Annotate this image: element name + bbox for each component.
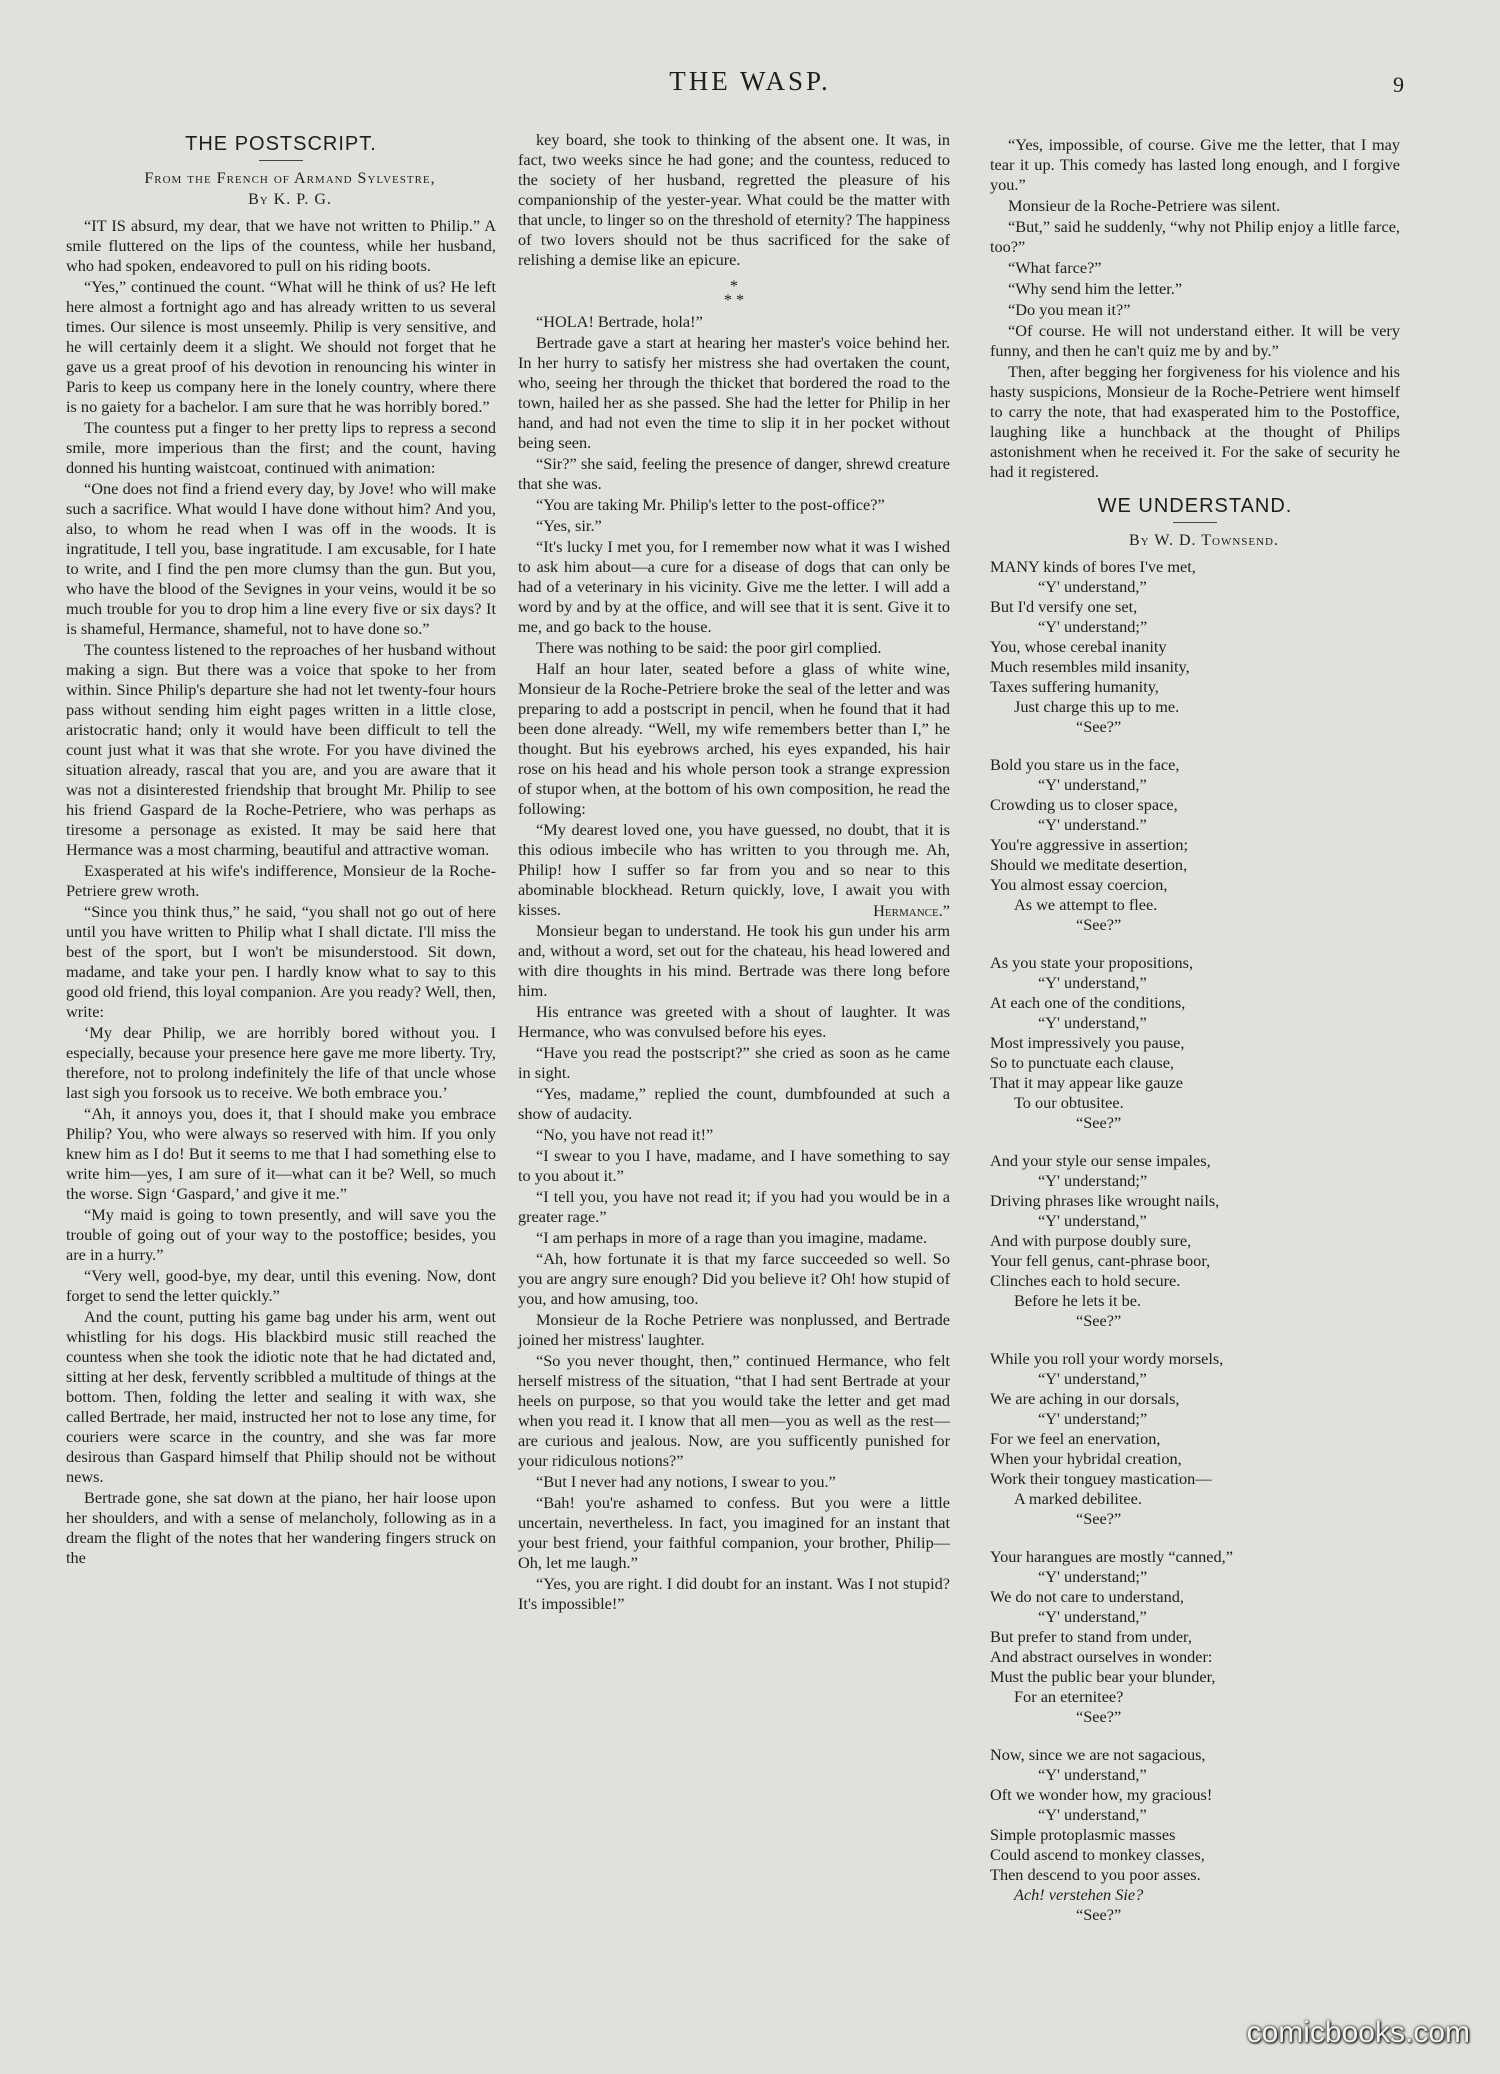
poem-line: “See?”: [1076, 717, 1122, 736]
poem-line: Bold you stare us in the face,: [990, 755, 1180, 774]
masthead: THE WASP.: [669, 66, 831, 96]
paragraph: “One does not find a friend every day, by Jove! who will make such a sacrifice. What would I have done without him? And you, also, to whom he read when I was off in the woods. It is ingratitude, I tell you, base ingratitude. I am excusable, for I hate to write, and I find the pen more clumsy than the gun. But you, who have the blood of the Sevignes in your veins, would it be so much trouble for you to drop him a line every five or six days? It is shameful, Hermance, shameful, not to have done so.”: [66, 479, 496, 638]
poem-stanza: [990, 755, 1400, 935]
poem-line: “Y' understand,”: [1038, 1805, 1147, 1824]
poem-line: While you roll your wordy morsels,: [990, 1349, 1224, 1368]
poem-body: [990, 557, 1400, 1925]
paragraph: “Have you read the postscript?” she cried as soon as he came in sight.: [518, 1043, 950, 1082]
poem-line: And your style our sense impales,: [990, 1151, 1211, 1170]
column-1: [66, 130, 496, 1569]
paragraph: Bertrade gave a start at hearing her master's voice behind her. In her hurry to satisfy her mistress she had overtaken the count, who, seeing her through the thicket that bordered the road to the town, hailed her as she passed. She had the letter for Philip in her hand, and had not even the time to slip it in her pocket without being seen.: [518, 333, 950, 452]
paragraph: Then, after begging her forgiveness for his violence and his hasty suspicions, Monsieur de la Roche-Petriere went himself to carry the note, that had exasperated him to the Postoffice, laughing like a hunchback at the thought of Philips astonishment when he received it. For the sake of security he had it registered.: [990, 362, 1400, 481]
poem-line: Just charge this up to me.: [1014, 697, 1180, 716]
poem-line: “Y' understand;”: [1038, 1567, 1148, 1586]
paragraph: “My dearest loved one, you have guessed, no doubt, that it is this odious imbecile who has written to you through me. Ah, Philip! how I suffer so far from you and so near to this abominable blockhead. Return quickly, love, I await you with kisses.: [518, 820, 950, 919]
paragraph: “Of course. He will not understand either. It will be very funny, and then he can't quiz me by and by.”: [990, 321, 1400, 360]
paragraph: “Yes, sir.”: [536, 516, 602, 535]
paragraph: The countess put a finger to her pretty lips to repress a second smile, more imperious than the first; and the count, having donned his hunting waistcoat, continued with animation:: [66, 418, 496, 477]
paragraph: “Bah! you're ashamed to confess. But you were a little uncertain, nevertheless. In fact, you imagined for an instant that your best friend, your faithful companion, your brother, Philip—Oh, let me laugh.”: [518, 1493, 950, 1572]
poem-line: “Y' understand,”: [1038, 775, 1147, 794]
watermark: comicbooks.com: [1246, 2016, 1470, 2049]
poem-line: Your fell genus, cant-phrase boor,: [990, 1251, 1211, 1270]
poem-stanza: [990, 1745, 1400, 1925]
poem-line: Simple protoplasmic masses: [990, 1825, 1176, 1844]
poem-line: You're aggressive in assertion;: [990, 835, 1188, 854]
paragraph: Bertrade gone, she sat down at the piano, her hair loose upon her shoulders, and with a sense of melancholy, following as in a dream the flight of the notes that her wandering fingers struck on the: [66, 1488, 496, 1567]
poem-line: Before he lets it be.: [1014, 1291, 1142, 1310]
poem-line: Then descend to you poor asses.: [990, 1865, 1201, 1884]
paragraph: There was nothing to be said: the poor girl complied.: [536, 638, 882, 657]
signature: Hermance.”: [873, 901, 950, 920]
column-2-text-a: [518, 130, 950, 270]
paragraph: Half an hour later, seated before a glass of white wine, Monsieur de la Roche-Petriere broke the seal of the letter and was preparing to add a postscript in pencil, when he found that it had been done already. “Well, my wife remembers better than I,” he thought. But his eyebrows arched, his eyes expanded, his hair rose on his head and his whole person took a strange expression of stupor when, at the bottom of his own composition, he read the following:: [518, 659, 950, 818]
poem-line: And abstract ourselves in wonder:: [990, 1647, 1213, 1666]
poem-stanza: [990, 1547, 1400, 1727]
column-2-text-c: [518, 921, 950, 1614]
poem-line: “See?”: [1076, 1311, 1122, 1330]
poem-line: “Y' understand;”: [1038, 617, 1148, 636]
story-title: THE POSTSCRIPT.: [185, 133, 377, 155]
column-2: [518, 130, 950, 1615]
poem-line: Much resembles mild insanity,: [990, 657, 1190, 676]
poem-line: Crowding us to closer space,: [990, 795, 1178, 814]
poem-line: “Y' understand;”: [1038, 1409, 1148, 1428]
poem-line: Oft we wonder how, my gracious!: [990, 1785, 1213, 1804]
paragraph: “I tell you, you have not read it; if you had you would be in a greater rage.”: [518, 1187, 950, 1226]
poem-line: “Y' understand,”: [1038, 973, 1147, 992]
column-1-text: [66, 216, 496, 1568]
poem-line: “Y' understand,”: [1038, 1211, 1147, 1230]
poem-line: At each one of the conditions,: [990, 993, 1186, 1012]
paragraph: “But,” said he suddenly, “why not Philip enjoy a litlle farce, too?”: [990, 217, 1400, 256]
paragraph: “No, you have not read it!”: [536, 1125, 714, 1144]
poem-line: “Y' understand,”: [1038, 1013, 1147, 1032]
poem-line: “Y' understand,”: [1038, 1607, 1147, 1626]
poem-stanza: [990, 1349, 1400, 1529]
paragraph: ‘My dear Philip, we are horribly bored without you. I especially, because your presence here gave me more liberty. Try, therefore, not to prolong indefinitely the life of that uncle whose last sigh you forsook us to receive. We both embrace you.’: [66, 1023, 496, 1102]
poem-stanza: [990, 1151, 1400, 1331]
paragraph: “Ah, it annoys you, does it, that I should make you embrace Philip? You, who were always so reserved with him. If you only knew him as I do! But it seems to me that I had something else to write him—yes, I am sure of it—what can it be? Well, so much the worse. Sign ‘Gaspard,’ and give it me.”: [66, 1104, 496, 1203]
title-rule: [259, 160, 303, 161]
poem-line: Could ascend to monkey classes,: [990, 1845, 1205, 1864]
column-3-text: [990, 135, 1400, 482]
poem-line: When your hybridal creation,: [990, 1449, 1182, 1468]
poem-line: As we attempt to flee.: [1014, 895, 1158, 914]
poem-line: Your harangues are mostly “canned,”: [990, 1547, 1233, 1566]
poem-line: We are aching in our dorsals,: [990, 1389, 1180, 1408]
poem-line: “Y' understand;”: [1038, 1171, 1148, 1190]
poem-stanza: [990, 557, 1400, 737]
paragraph: “So you never thought, then,” continued Hermance, who felt herself mistress of the situation, “that I had sent Bertrade at your heels on purpose, so that you would take the letter and get mad when you read it. I know that all men—you as well as the rest—are curious and jealous. Now, are you sufficently punished for your ridiculous notions?”: [518, 1351, 950, 1470]
paragraph: The countess listened to the reproaches of her husband without making a sign. But there was a voice that spoke to her from within. Since Philip's departure she had not let twenty-four hours pass without sending him eight pages written in a little close, aristocratic hand; only it would have been difficult to tell the count just what it was that she wrote. For you have divined the situation already, rascal that you are, and you are aware that it was not a disinterested friendship that brought Mr. Philip to see his friend Gaspard de la Roche-Petriere, who was perhaps as tiresome a personage as existed. It may be said here that Hermance was a most charming, beautiful and attractive woman.: [66, 640, 496, 859]
paragraph: Monsieur de la Roche Petriere was nonplussed, and Bertrade joined her mistress' laughter.: [518, 1310, 950, 1349]
poem-line: “Y' understand,”: [1038, 1369, 1147, 1388]
paragraph: “Sir?” she said, feeling the presence of danger, shrewd creature that she was.: [518, 454, 950, 493]
poem-line: MANY kinds of bores I've met,: [990, 557, 1196, 576]
paragraph: “Yes, impossible, of course. Give me the letter, that I may tear it up. This comedy has lasted long enough, and I forgive you.”: [990, 135, 1400, 194]
paragraph: “You are taking Mr. Philip's letter to the post-office?”: [536, 495, 885, 514]
poem-line: You almost essay coercion,: [990, 875, 1168, 894]
column-2-text-b: [518, 312, 950, 920]
paragraph: “I swear to you I have, madame, and I have something to say to you about it.”: [518, 1146, 950, 1185]
poem-line: “Y' understand.”: [1038, 815, 1147, 834]
poem-line: For we feel an enervation,: [990, 1429, 1161, 1448]
paragraph: “It's lucky I met you, for I remember now what it was I wished to ask him about—a cure for a disease of dogs that can only be had of a veterinary in his vicinity. Give me the letter. I will add a word by and by at the office, and will see that it is sent. Give it to me, and go back to the house.: [518, 537, 950, 636]
poem-line: Taxes suffering humanity,: [990, 677, 1159, 696]
paragraph: “Why send him the letter.”: [1008, 279, 1183, 298]
page-number: 9: [1393, 72, 1404, 97]
poem-line: We do not care to understand,: [990, 1587, 1184, 1606]
poem-line: So to punctuate each clause,: [990, 1053, 1174, 1072]
poem-line: Should we meditate desertion,: [990, 855, 1188, 874]
poem-line: “See?”: [1076, 1707, 1122, 1726]
paragraph: “Very well, good-bye, my dear, until this evening. Now, dont forget to send the letter quickly.”: [66, 1266, 496, 1305]
paragraph: “HOLA! Bertrade, hola!”: [536, 312, 703, 331]
paragraph: “My maid is going to town presently, and will save you the trouble of going out of your way to the postoffice; besides, you are in a hurry.”: [66, 1205, 496, 1264]
paragraph: “Yes,” continued the count. “What will he think of us? He left here almost a fortnight ago and has already written to us several times. Our silence is most unseemly. Philip is very sensitive, and he will certainly deem it a slight. We should not forget that he gave us a great proof of his devotion in renouncing his winter in Paris to keep us company here in the lonely country, where there is no gaiety for a bachelor. I am sure that he was horribly bored.”: [66, 277, 496, 416]
poem-line: Most impressively you pause,: [990, 1033, 1185, 1052]
poem-author: By W. D. Townsend.: [1129, 532, 1279, 549]
poem-line: Now, since we are not sagacious,: [990, 1745, 1206, 1764]
poem-line: To our obtusitee.: [1014, 1093, 1124, 1112]
poem-line: Clinches each to hold secure.: [990, 1271, 1181, 1290]
poem-line: “Y' understand,”: [1038, 1765, 1147, 1784]
poem-line: “See?”: [1076, 915, 1122, 934]
paragraph: “Since you think thus,” he said, “you shall not go out of here until you have written to Philip what I shall dictate. I'll miss the best of the sport, but I won't be misunderstood. Sit down, madame, and take your pen. I hardly know what to say to this good old friend, this loyal companion. Are you ready? Well, then, write:: [66, 902, 496, 1021]
paragraph: “Yes, you are right. I did doubt for an instant. Was I not stupid? It's impossible!”: [518, 1574, 950, 1613]
poem-line: You, whose cerebal inanity: [990, 637, 1167, 656]
paragraph: key board, she took to thinking of the absent one. It was, in fact, two weeks since he had gone; and the countess, reduced to the society of her husband, regretted the pleasure of his companionship of the yester-year. What could be the matter with that uncle, to linger so on the threshold of eternity? The happiness of two lovers should not be thus sacrificed for the sake of relishing a demise like an epicure.: [518, 130, 950, 269]
paragraph: “Do you mean it?”: [1008, 300, 1131, 319]
poem-line: A marked debilitee.: [1014, 1489, 1142, 1508]
poem-line: Driving phrases like wrought nails,: [990, 1191, 1220, 1210]
paragraph: “IT IS absurd, my dear, that we have not written to Philip.” A smile fluttered on the lips of the countess, while her husband, who had spoken, endeavored to pull on his riding boots.: [66, 216, 496, 275]
paragraph: “Ah, how fortunate it is that my farce succeeded so well. So you are angry sure enough? Did you believe it? Oh! how stupid of you, and how amusing, too.: [518, 1249, 950, 1308]
poem-line: But prefer to stand from under,: [990, 1627, 1192, 1646]
poem-line: Work their tonguey mastication—: [990, 1469, 1212, 1488]
paragraph: “But I never had any notions, I swear to you.”: [536, 1472, 836, 1491]
section-stars: * *: [723, 290, 745, 309]
poem-stanza: [990, 953, 1400, 1133]
poem-line: For an eternitee?: [1014, 1687, 1124, 1706]
poem-line: But I'd versify one set,: [990, 597, 1138, 616]
story-source: From the French of Armand Sylvestre,: [144, 170, 436, 187]
poem-line: Ach! verstehen Sie?: [1014, 1885, 1144, 1904]
poem-line: Must the public bear your blunder,: [990, 1667, 1216, 1686]
paragraph: “Yes, madame,” replied the count, dumbfounded at such a show of audacity.: [518, 1084, 950, 1123]
paragraph: His entrance was greeted with a shout of laughter. It was Hermance, who was convulsed before his eyes.: [518, 1002, 950, 1041]
poem-line: “See?”: [1076, 1905, 1122, 1924]
paragraph: “What farce?”: [1008, 258, 1102, 277]
poem-line: “See?”: [1076, 1113, 1122, 1132]
poem-line: That it may appear like gauze: [990, 1073, 1184, 1092]
paragraph: And the count, putting his game bag under his arm, went out whistling for his dogs. His blackbird music still reached the countess when she took the idiotic note that he had dictated and, sitting at her desk, fervently scribbled a multitude of things at the bottom. Then, folding the letter and sealing it with wax, she called Bertrade, her maid, instructed her not to lose any time, for couriers were scarce in the country, and she was far more desirous than Gaspard himself that Philip should not be without news.: [66, 1307, 496, 1486]
section-star: *: [729, 276, 739, 295]
paragraph: Monsieur began to understand. He took his gun under his arm and, without a word, set out for the chateau, his head lowered and with dire thoughts in his mind. Bertrade was there long before him.: [518, 921, 950, 1000]
paragraph: “I am perhaps in more of a rage than you imagine, madame.: [536, 1228, 928, 1247]
paragraph: Exasperated at his wife's indifference, Monsieur de la Roche-Petriere grew wroth.: [66, 861, 496, 900]
poem-line: As you state your propositions,: [990, 953, 1194, 972]
column-3: [990, 135, 1400, 1943]
paragraph: Monsieur de la Roche-Petriere was silent.: [1008, 196, 1281, 215]
poem-rule: [1173, 522, 1217, 523]
poem-line: “Y' understand,”: [1038, 577, 1147, 596]
story-author: By K. P. G.: [248, 191, 332, 208]
poem-line: And with purpose doubly sure,: [990, 1231, 1192, 1250]
poem-line: “See?”: [1076, 1509, 1122, 1528]
poem-title: WE UNDERSTAND.: [1097, 495, 1293, 517]
